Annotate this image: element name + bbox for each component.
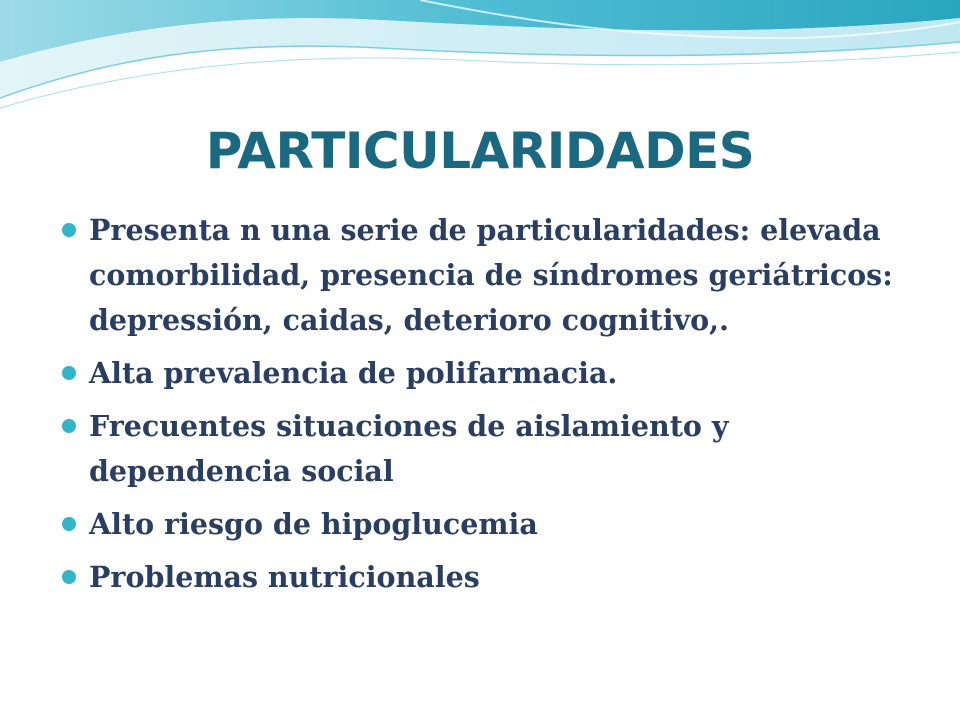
bullet-list — [62, 208, 922, 608]
bullet-icon — [62, 419, 76, 433]
bullet-icon — [62, 366, 76, 380]
bullet-icon — [62, 223, 76, 237]
bullet-text: Alta prevalencia de polifarmacia. — [89, 356, 618, 390]
bullet-text: Problemas nutricionales — [89, 560, 480, 594]
slide-title: PARTICULARIDADES — [205, 122, 755, 180]
bullet-text: Alto riesgo de hipoglucemia — [89, 507, 538, 541]
bullet-item — [62, 208, 922, 343]
bullet-icon — [62, 570, 76, 584]
bullet-text: Presenta n una serie de particularidades: elevada comorbilidad, presencia de síndromes geriátricos: depressión, caidas, deterioro cognitivo,. — [89, 213, 893, 337]
bullet-item — [62, 404, 922, 494]
bullet-item — [62, 502, 922, 547]
bullet-icon — [62, 517, 76, 531]
bullet-item — [62, 555, 922, 600]
bullet-text: Frecuentes situaciones de aislamiento y dependencia social — [89, 409, 729, 488]
wave-header-decoration — [0, 0, 960, 120]
wave-line-2 — [0, 52, 960, 108]
bullet-item — [62, 351, 922, 396]
